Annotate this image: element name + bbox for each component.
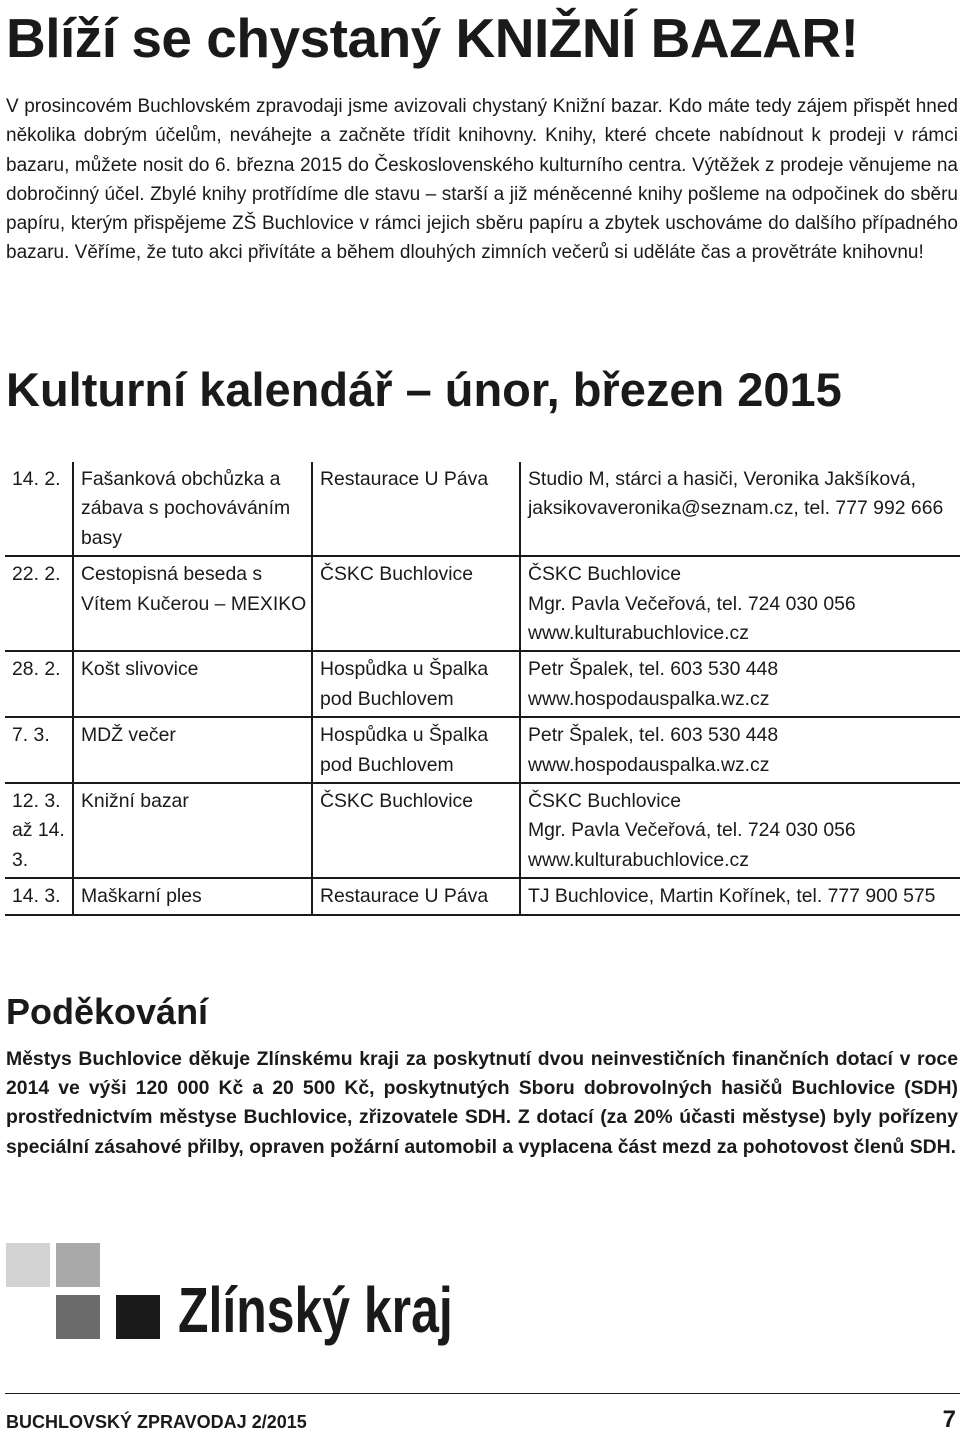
event-contact: TJ Buchlovice, Martin Kořínek, tel. 777 900 575 bbox=[520, 878, 960, 914]
event-name: Maškarní ples bbox=[73, 878, 312, 914]
logo-square-black bbox=[116, 1295, 160, 1339]
table-row bbox=[5, 783, 960, 878]
event-name: MDŽ večer bbox=[73, 717, 312, 783]
event-name: Knižní bazar bbox=[73, 783, 312, 878]
event-place: Restaurace U Páva bbox=[312, 878, 520, 914]
event-contact: ČSKC Buchlovice Mgr. Pavla Večeřová, tel. 724 030 056 www.kulturabuchlovice.cz bbox=[520, 783, 960, 878]
event-contact: Petr Špalek, tel. 603 530 448 www.hospodauspalka.wz.cz bbox=[520, 651, 960, 717]
event-place: ČSKC Buchlovice bbox=[312, 783, 520, 878]
event-name: Košt slivovice bbox=[73, 651, 312, 717]
event-name: Cestopisná beseda s Vítem Kučerou – MEXIKO bbox=[73, 556, 312, 651]
footer-publication: BUCHLOVSKÝ ZPRAVODAJ 2/2015 bbox=[6, 1412, 307, 1432]
logo-text: Zlínský kraj bbox=[178, 1274, 453, 1346]
thanks-title: Poděkování bbox=[6, 991, 209, 1032]
table-row bbox=[5, 651, 960, 717]
footer-divider bbox=[5, 1393, 960, 1394]
article-title: Blíží se chystaný KNIŽNÍ BAZAR! bbox=[6, 7, 859, 69]
article-body: V prosincovém Buchlovském zpravodaji jsme avizovali chystaný Knižní bazar. Kdo máte tedy zájem přispět hned několika dobrým účelům, neváhejte a začněte třídit knihovny. Knihy, které chcete nabídnout k prodeji v rámci bazaru, můžete nosit do 6. března 2015 do Československého kulturního centra. Výtěžek z prodeje věnujeme na dobročinný účel. Zbylé knihy protřídíme dle stavu – starší a již méněcenné knihy pošleme na odpočinek do sběru papíru, kterým přispějeme ZŠ Buchlovice v rámci jejich sběru papíru a zbytek uschováme do dalšího případného bazaru. Věříme, že tuto akci přivítáte a během dlouhých zimních večerů si uděláte čas a provětráte knihovnu! bbox=[6, 96, 958, 264]
event-contact: ČSKC Buchlovice Mgr. Pavla Večeřová, tel. 724 030 056 www.kulturabuchlovice.cz bbox=[520, 556, 960, 651]
page-number: 7 bbox=[942, 1406, 956, 1433]
event-date: 12. 3. až 14. 3. bbox=[5, 783, 73, 878]
event-name: Fašanková obchůzka a zábava s pochováváním basy bbox=[73, 462, 312, 556]
table-row bbox=[5, 462, 960, 556]
event-place: Hospůdka u Špalka pod Buchlovem bbox=[312, 717, 520, 783]
event-place: ČSKC Buchlovice bbox=[312, 556, 520, 651]
event-place: Restaurace U Páva bbox=[312, 462, 520, 556]
event-date: 22. 2. bbox=[5, 556, 73, 651]
logo-square-light bbox=[6, 1243, 50, 1287]
event-contact: Petr Špalek, tel. 603 530 448 www.hospodauspalka.wz.cz bbox=[520, 717, 960, 783]
event-date: 14. 3. bbox=[5, 878, 73, 914]
event-place: Hospůdka u Špalka pod Buchlovem bbox=[312, 651, 520, 717]
logo-square-dark bbox=[56, 1295, 100, 1339]
table-row bbox=[5, 878, 960, 914]
calendar-title: Kulturní kalendář – únor, březen 2015 bbox=[6, 363, 842, 416]
event-date: 7. 3. bbox=[5, 717, 73, 783]
calendar-table bbox=[5, 462, 960, 916]
logo-square-mid bbox=[56, 1243, 100, 1287]
table-row bbox=[5, 556, 960, 651]
thanks-body: Městys Buchlovice děkuje Zlínskému kraji za poskytnutí dvou neinvestičních finančních dotací v roce 2014 ve výši 120 000 Kč a 20 500 Kč, poskytnutých Sboru dobrovolných hasičů Buchlovice (SDH) prostřednictvím městyse Buchlovice, zřizovatele SDH. Z dotací (za 20% účasti městyse) byly pořízeny speciální zásahové přilby, opraven požární automobil a vyplacena část mezd za pohotovost členů SDH. bbox=[6, 1048, 958, 1158]
event-contact: Studio M, stárci a hasiči, Veronika Jakšíková, jaksikovaveronika@seznam.cz, tel. 777 992 666 bbox=[520, 462, 960, 556]
event-date: 14. 2. bbox=[5, 462, 73, 556]
table-row bbox=[5, 717, 960, 783]
event-date: 28. 2. bbox=[5, 651, 73, 717]
